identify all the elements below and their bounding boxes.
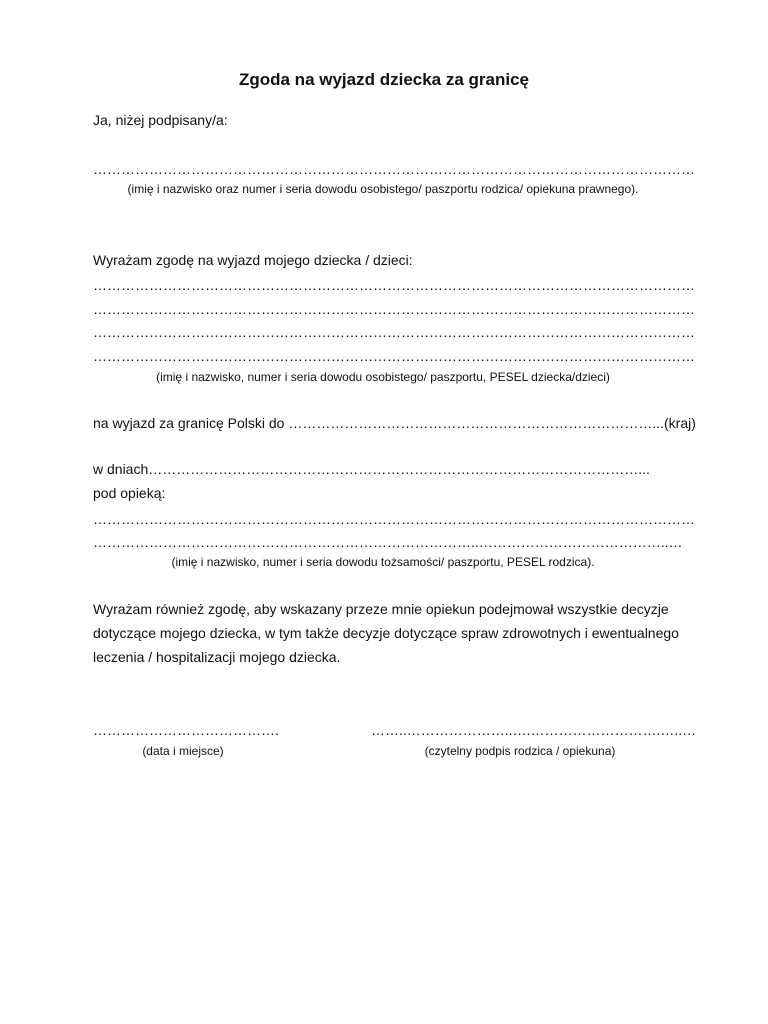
destination-fill: ……………………………………………………………………...: [288, 415, 664, 431]
document-title: Zgoda na wyjazd dziecka za granicę: [238, 70, 530, 89]
guardian-caption: (imię i nazwisko, numer i seria dowodu tożsamości/ paszportu, PESEL rodzica).: [171, 555, 595, 569]
destination-suffix: (kraj): [664, 415, 696, 431]
child-fill-line-3: …………………………………………………………………………………………………………………: [93, 324, 695, 340]
dates-fill: ……………………………………………………………………………………………...: [148, 461, 650, 477]
guardian-fill-line-1: …………………………………………………………………………………………………………………: [93, 511, 695, 527]
destination-prefix: na wyjazd za granicę Polski do: [93, 415, 289, 431]
guardian-fill-line-2: ………………………………………………………………………..…………………………………..…: [93, 534, 683, 550]
signature-fill: ……..…………………..….……………………….…..…: [371, 722, 697, 738]
dates-line: [93, 460, 678, 478]
child-fill-line-4: …………………………………………………………………………………………………………………: [93, 348, 695, 364]
consent-line: Wyrażam zgodę na wyjazd mojego dziecka / dzieci:: [93, 252, 413, 268]
date-place-caption: (data i miejsce): [142, 744, 224, 758]
child-fill-line-2: …………………………………………………………………………………………………………………: [93, 301, 695, 317]
signature-caption: (czytelny podpis rodzica / opiekuna): [424, 744, 616, 758]
intro-text: Ja, niżej podpisany/a:: [93, 112, 228, 128]
care-label: pod opieką:: [93, 485, 166, 501]
destination-line: [93, 414, 696, 432]
dates-prefix: w dniach: [93, 461, 149, 477]
date-place-fill: ………………………………….: [93, 722, 279, 738]
parent-caption: (imię i nazwisko oraz numer i seria dowodu osobistego/ paszportu rodzica/ opiekuna prawnego).: [127, 182, 639, 196]
child-caption: (imię i nazwisko, numer i seria dowodu osobistego/ paszportu, PESEL dziecka/dzieci): [156, 370, 610, 384]
parent-fill-line: …………………………………………………………………………………………………………………: [93, 161, 695, 177]
additional-consent-paragraph: Wyrażam również zgodę, aby wskazany przeze mnie opiekun podejmował wszystkie decyzje dotyczące mojego dziecka, w tym także decyzje dotyczące spraw zdrowotnych i ewentualnego leczenia / hospitalizacji mojego dziecka.: [93, 601, 679, 665]
child-fill-line-1: …………………………………………………………………………………………………………………: [93, 277, 695, 293]
